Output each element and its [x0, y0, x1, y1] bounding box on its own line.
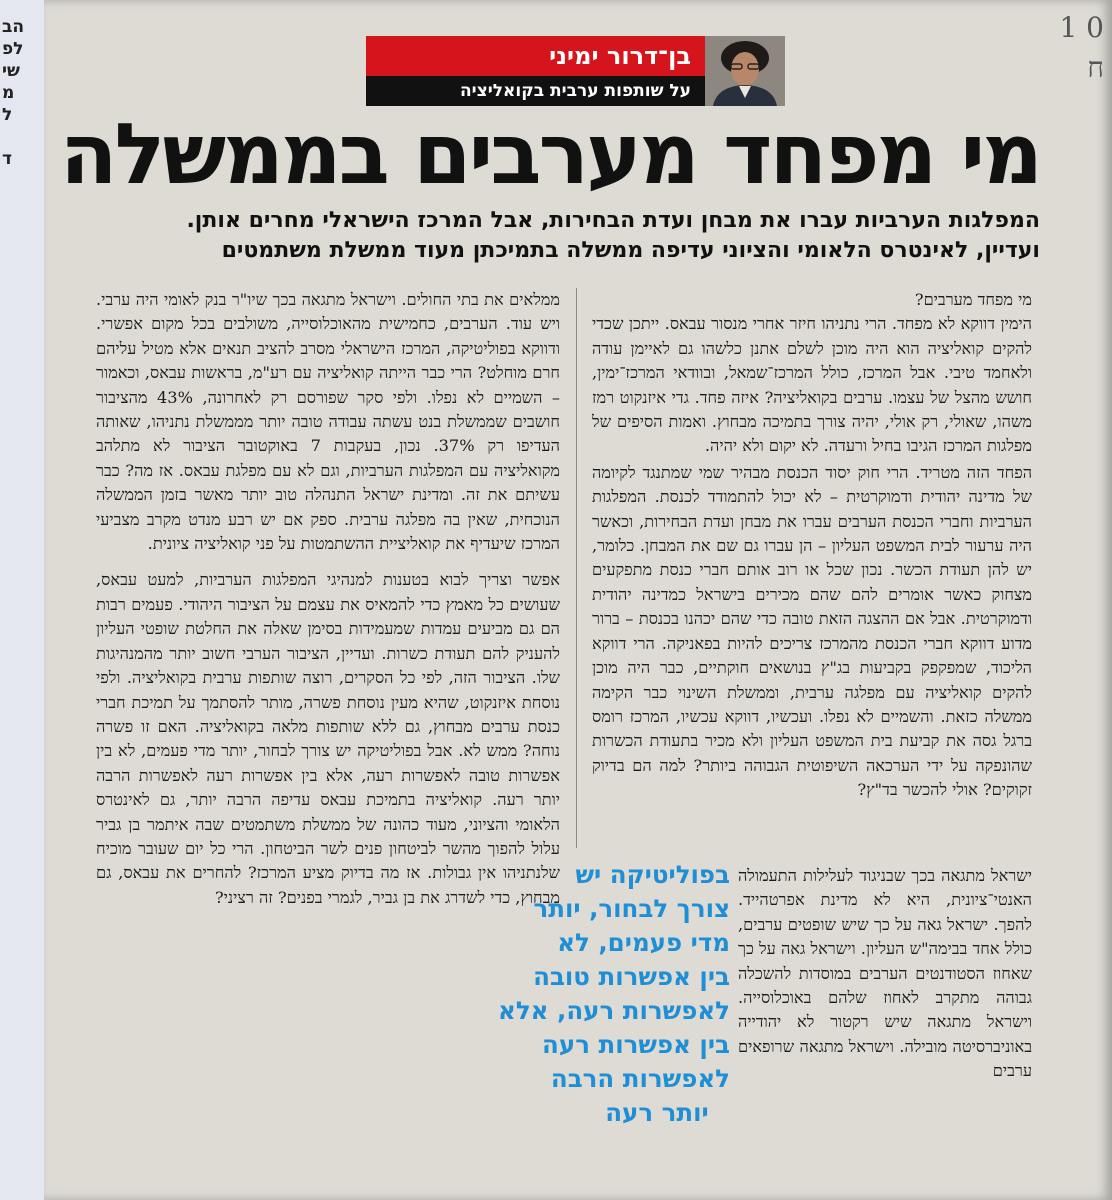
pullquote-line: בפוליטיקה יש	[575, 860, 730, 889]
previous-page-fragments: הב לפ שי מ ל ד	[2, 17, 25, 169]
pullquote-line: לאפשרות רעה, אלא	[497, 996, 730, 1025]
subhead-line-1: המפלגות הערביות עברו את מבחן ועדת הבחירות, אבל המרכז הישראלי מחרים אותן.	[186, 208, 1040, 233]
column-topic: על שותפות ערבית בקואליציה	[366, 76, 705, 106]
subheadline	[100, 206, 1040, 266]
subhead-line-2: ועדיין, לאינטרס הלאומי והציוני עדיפה ממשלה בתמיכתן מעוד ממשלת משתמטים	[221, 238, 1040, 263]
article-column-right	[592, 288, 1032, 808]
author-name: בן־דרור ימיני	[366, 36, 705, 76]
author-portrait-icon	[705, 36, 785, 106]
article-column-left	[96, 288, 560, 1192]
column-divider	[576, 288, 577, 848]
pull-quote	[497, 858, 730, 1198]
pullquote-line: יותר רעה	[605, 1098, 709, 1127]
author-photo	[705, 36, 785, 106]
previous-page-edge	[0, 0, 46, 1200]
paragraph: ממלאים את בתי החולים. וישראל מתגאה בכך שיו"ר בנק לאומי היה ערבי. ויש עוד. הערבים, כחמישית מהאוכלוסייה, משולבים בכל מקום אפשרי. ודווקא בפוליטיקה, המרכז הישראלי מסרב להציב תנאים אלא מטיל עליהם חרם מוחלט? הרי כבר הייתה קואליציה עם רע"מ, בראשות עבאס, וכאמור – השמיים לא נפלו. ולפי סקר שפורסם רק לאחרונה, 43% מהציבור חושבים שממשלת בנט עשתה עבודה טובה יותר מממשלת נתניהו, שאותה העדיפו רק 37%. נכון, בעקבות 7 באוקטובר הציבור לא מתלהב מקואליציה עם המפלגות הערביות, וגם לא עם מפלגת עבאס. אז מה? כבר עשיתם את זה. ומדינת ישראל התנהלה טוב יותר מאשר בזמן הממשלה הנוכחית, שאין בה מפלגה ערבית. ספק אם יש רבע מנדט מקרב מצביעי המרכז שיעדיף את קואליציית ההשתמטות על פני קואליציה ציונית.	[96, 290, 560, 554]
pullquote-line: לאפשרות הרבה	[550, 1064, 730, 1093]
article-column-right-lower	[738, 864, 1032, 1200]
paragraph: ישראל מתגאה בכך שבניגוד לעלילות התעמולה האנטי־ציונית, היא לא מדינת אפרטהייד. להפך. ישראל גאה על כך שיש שופטים ערבים, כולל אחד בבימה"ש העליון. וישראל גאה על כך שאחוז הסטודנטים הערבים במוסדות להשכלה גבוהה מתקרב לאחוז שלהם באוכלוסייה. וישראל מתגאה שיש רקטור לא יהודייה באוניברסיטה מובילה. וישראל מתגאה שרופאים ערבים	[738, 866, 1032, 1081]
page-corner-numbers: 1 0 ח	[1059, 11, 1104, 84]
paragraph: הימין דווקא לא מפחד. הרי נתניהו חיזר אחרי מנסור עבאס. ייתכן שכדי להקים קואליציה הוא היה מוכן לשלם אתנן כלשהו גם לאיימן עודה ולאחמד טיבי. אבל המרכז, כולל המרכז־שמאל, ובוודאי המרכז־ימין, חושש מהצל של עצמו. ערבים בקואליציה? איזה פחד. גדי איזנקוט רמז משהו, שאולי, רק אולי, יהיה צורך בתמיכה מבחוץ. ואמות הסיפים של מפלגות המרכז הגיבו בחיל ורעדה. לא יקום ולא יהיה.	[592, 314, 1032, 456]
paragraph: הפחד הזה מטריד. הרי חוק יסוד הכנסת מבהיר שמי שמתנגד לקיומה של מדינה יהודית ודמוקרטית – לא יכול להתמודד לכנסת. המפלגות הערביות וחברי הכנסת הערבים עברו את מבחן ועדת הבחירות, וכאשר היה ערעור לבית המשפט העליון – הן עברו גם שם את המבחן. כלומר, יש להן תעודת הכשר. נכון שכל או רוב אותם חברי כנסת מתפקעים מצחוק כאשר אומרים להם שהם מכירים בישראל כמדינה יהודית ודמוקרטית. אבל אם ההצגה הזאת טובה כדי שהם יכהנו בכנסת – ברור מדוע דווקא חברי הכנסת מהמרכז צריכים להיות בפאניקה. הרי דווקא הליכוד, שמפקפק בקביעות בג"ץ בנושאים חוקתיים, כבר היה מוכן להקים קואליציה עם מפלגה ערבית, וממשלת השינוי כבר הקימה ממשלה כזאת. והשמיים לא נפלו. ועכשיו, דווקא עכשיו, המרכז רומס ברגל גסה את קביעת בית המשפט העליון ולא מכיר בתעודת הכשרות שהונפקה על ידי הערכאה השיפוטית הגבוהה ביותר? למה הם בדיוק זקוקים? אולי להכשר בד"ץ?	[592, 462, 1032, 800]
paragraph: אפשר וצריך לבוא בטענות למנהיגי המפלגות הערביות, למעט עבאס, שעושים כל מאמץ כדי להמאיס את עצמם על הציבור היהודי. פעמים רבות הם גם מביעים עמדות שמעמידות בסימן שאלה את החלטת שופטי העליון להעניק להם תעודת כשרות. ועדיין, הציבור הערבי חשוב יותר מהמנהיגות שלו. הציבור הזה, לפי כל הסקרים, רוצה שותפות ערבית בקואליציה. ולפי נוסחת איזנקוט, שהיא מעין נוסחת פשרה, מותר להסתמך על תמיכת חברי כנסת ערבים מבחוץ, גם ללא שותפות מלאה בקואליציה. האם זו פשרה נוחה? ממש לא. אבל בפוליטיקה יש צורך לבחור, יותר מדי פעמים, לא בין אפשרות טובה לאפשרות רעה, אלא בין אפשרות רעה לאפשרות הרבה יותר רעה. קואליציה בתמיכת עבאס עדיפה הרבה יותר, גם לאינטרס הלאומי והציוני, מעוד כהונה של ממשלת משתמטים שבה איתמר בן גביר עלול להפוך מהשר לביטחון פנים לשר הביטחון. הרי כל יום שעובר מוכיח שלנתניהו אין גבולות. אז מה בדיוק מציע המרכז? להחרים את עבאס, גם מבחוץ, כדי לשדרג את בן גביר, לגמרי בפנים? זה רציני?	[96, 570, 560, 907]
byline-box	[366, 36, 786, 108]
pullquote-line: בין אפשרות רעה	[542, 1030, 730, 1059]
paragraph: מי מפחד מערבים?	[914, 290, 1032, 309]
pullquote-line: בין אפשרות טובה	[533, 962, 730, 991]
pullquote-line: צורך לבחור, יותר	[533, 894, 730, 923]
headline: מי מפחד מערבים בממשלה	[59, 105, 1040, 203]
pullquote-line: מדי פעמים, לא	[557, 928, 730, 957]
